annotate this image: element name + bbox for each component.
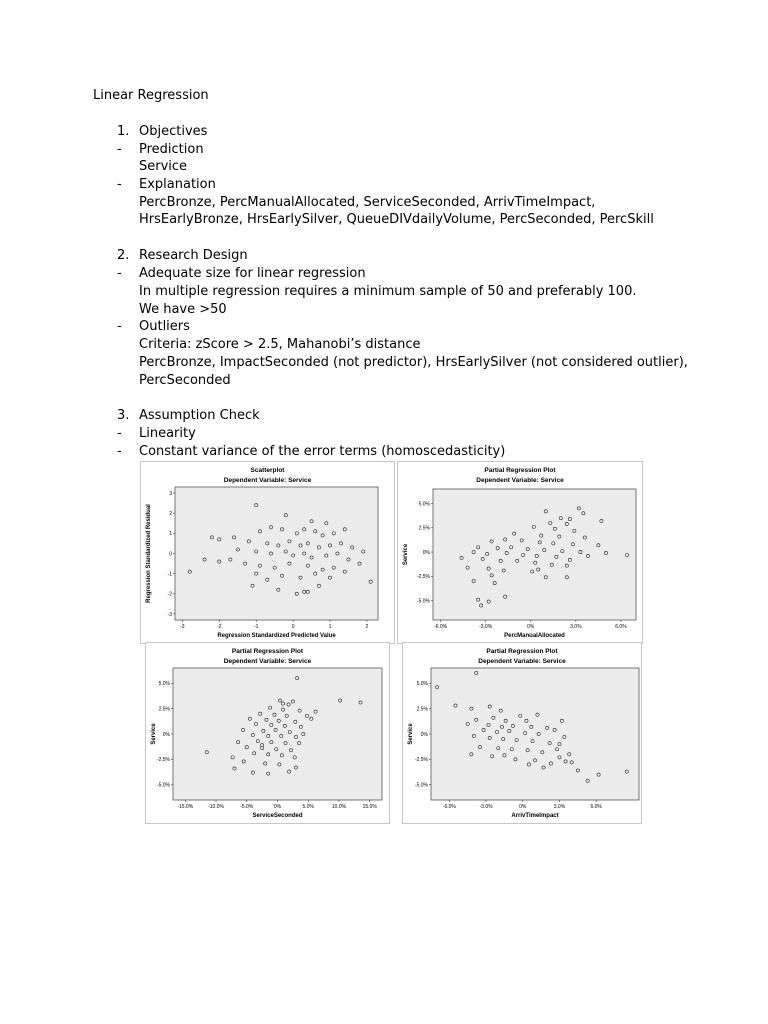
section-2-number: 2.	[117, 248, 130, 263]
x-tick-label: 2	[365, 624, 369, 630]
y-tick-label: 0%	[422, 549, 430, 556]
x-axis-label: Regression Standardized Predicted Value	[217, 633, 336, 639]
outliers-line-3: PercSeconded	[139, 373, 231, 388]
chart-title: Partial Regression Plot	[486, 648, 558, 655]
plot-area	[175, 487, 378, 620]
y-tick-label: 2.5%	[158, 706, 170, 713]
chart-subtitle: Dependent Variable: Service	[223, 477, 312, 484]
x-tick-label: 1	[328, 624, 332, 630]
x-axis-label: ArrivTimeImpact	[511, 813, 559, 819]
y-tick-label: 2.5%	[416, 706, 428, 713]
partial-regression-plot-arriv-time-impact	[402, 642, 642, 824]
bullet-dash: -	[117, 319, 122, 334]
x-tick-label: -15.0%	[177, 804, 194, 810]
bullet-explanation: Explanation	[139, 177, 216, 192]
chart-subtitle: Dependent Variable: Service	[476, 477, 564, 484]
x-axis-label: PercManualAllocated	[504, 633, 565, 639]
y-tick-label: 0%	[162, 731, 170, 738]
y-axis-label: Regression Standardized Residual	[146, 504, 152, 603]
y-tick-label: -2	[167, 591, 172, 598]
bullet-dash: -	[117, 426, 122, 441]
bullet-dash: -	[117, 444, 122, 459]
chart-svg	[398, 462, 642, 643]
chart-subtitle: Dependent Variable: Service	[223, 658, 312, 665]
y-tick-label: -2.5%	[156, 757, 170, 764]
chart-title: Scatterplot	[250, 467, 285, 474]
scatterplot-residuals	[140, 461, 395, 644]
outliers-line-1: Criteria: zScore > 2.5, Mahanobi’s distance	[139, 337, 421, 352]
x-tick-label: 0%	[527, 624, 535, 630]
x-axis-label: ServiceSeconded	[252, 813, 303, 819]
y-tick-label: 0%	[420, 731, 428, 738]
y-axis-label: Service	[151, 723, 157, 745]
x-tick-label: -3	[180, 624, 185, 630]
chart-subtitle: Dependent Variable: Service	[478, 658, 566, 665]
y-tick-label: -3	[167, 611, 172, 618]
x-tick-label: 3.0%	[553, 804, 566, 810]
bullet-outliers: Outliers	[139, 319, 190, 334]
explanation-line-1: PercBronze, PercManualAllocated, ServiceSeconded, ArrivTimeImpact,	[139, 195, 596, 210]
y-tick-label: -1	[167, 571, 172, 578]
x-tick-label: 0	[291, 624, 295, 630]
section-3-heading: Assumption Check	[139, 408, 260, 423]
y-axis-label: Service	[408, 723, 414, 745]
y-tick-label: 5.0%	[416, 681, 428, 688]
x-tick-label: 6.0%	[590, 804, 602, 810]
y-tick-label: -2.5%	[414, 757, 428, 764]
chart-svg	[403, 643, 641, 823]
bullet-dash: -	[117, 266, 122, 281]
y-tick-label: 2	[169, 510, 172, 517]
y-tick-label: 3	[169, 490, 172, 497]
y-axis-label: Service	[403, 543, 409, 566]
section-2-heading: Research Design	[139, 248, 248, 263]
x-tick-label: 6.0%	[615, 624, 627, 630]
y-tick-label: 1	[169, 531, 172, 538]
y-tick-label: 5.0%	[418, 501, 430, 508]
x-tick-label: -6.0%	[442, 804, 456, 810]
x-tick-label: -3.0%	[479, 624, 493, 630]
partial-regression-plot-perc-manual-allocated	[397, 461, 643, 644]
bullet-dash: -	[117, 177, 122, 192]
x-tick-label: -10.0%	[208, 804, 224, 810]
section-1-number: 1.	[117, 124, 130, 139]
chart-title: Partial Regression Plot	[484, 467, 556, 474]
x-tick-label: 3.0%	[570, 624, 582, 630]
bullet-adequate-size: Adequate size for linear regression	[139, 266, 366, 281]
x-tick-label: -1	[253, 624, 259, 630]
y-tick-label: -5.0%	[156, 782, 170, 789]
y-tick-label: -2.5%	[416, 574, 430, 581]
x-tick-label: -2	[217, 624, 222, 630]
explanation-line-2: HrsEarlyBronze, HrsEarlySilver, QueueDIVdailyVolume, PercSeconded, PercSkill	[139, 212, 654, 227]
partial-regression-plot-service-seconded	[145, 642, 390, 824]
x-tick-label: -6.0%	[433, 624, 448, 630]
outliers-line-2: PercBronze, ImpactSeconded (not predictor), HrsEarlySilver (not considered outlier),	[139, 355, 688, 370]
chart-svg	[141, 462, 394, 643]
y-tick-label: 5.0%	[158, 681, 170, 688]
document-title: Linear Regression	[93, 88, 209, 103]
x-tick-label: -3.0%	[479, 804, 493, 810]
y-tick-label: -5.0%	[414, 782, 428, 789]
plot-area	[431, 668, 639, 800]
x-tick-label: -5.0%	[240, 804, 254, 810]
adequate-size-line-1: In multiple regression requires a minimum sample of 50 and preferably 100.	[139, 284, 637, 299]
y-tick-label: 0	[169, 551, 172, 558]
x-tick-label: 0%	[519, 804, 527, 810]
bullet-linearity: Linearity	[139, 426, 196, 441]
prediction-detail: Service	[139, 159, 188, 174]
adequate-size-line-2: We have >50	[139, 302, 227, 317]
bullet-prediction: Prediction	[139, 142, 204, 157]
bullet-dash: -	[117, 142, 122, 157]
bullet-constant-variance: Constant variance of the error terms (homoscedasticity)	[139, 444, 506, 459]
chart-svg	[146, 643, 389, 823]
section-1-heading: Objectives	[139, 124, 208, 139]
x-tick-label: 5.0%	[302, 804, 314, 810]
y-tick-label: 2.5%	[418, 525, 430, 532]
chart-title: Partial Regression Plot	[231, 648, 304, 655]
plot-area	[173, 668, 382, 800]
section-3-number: 3.	[117, 408, 130, 423]
x-tick-label: 15.0%	[362, 804, 377, 810]
y-tick-label: -5.0%	[416, 598, 430, 605]
x-tick-label: 0%	[273, 804, 282, 810]
x-tick-label: 10.0%	[331, 804, 347, 810]
